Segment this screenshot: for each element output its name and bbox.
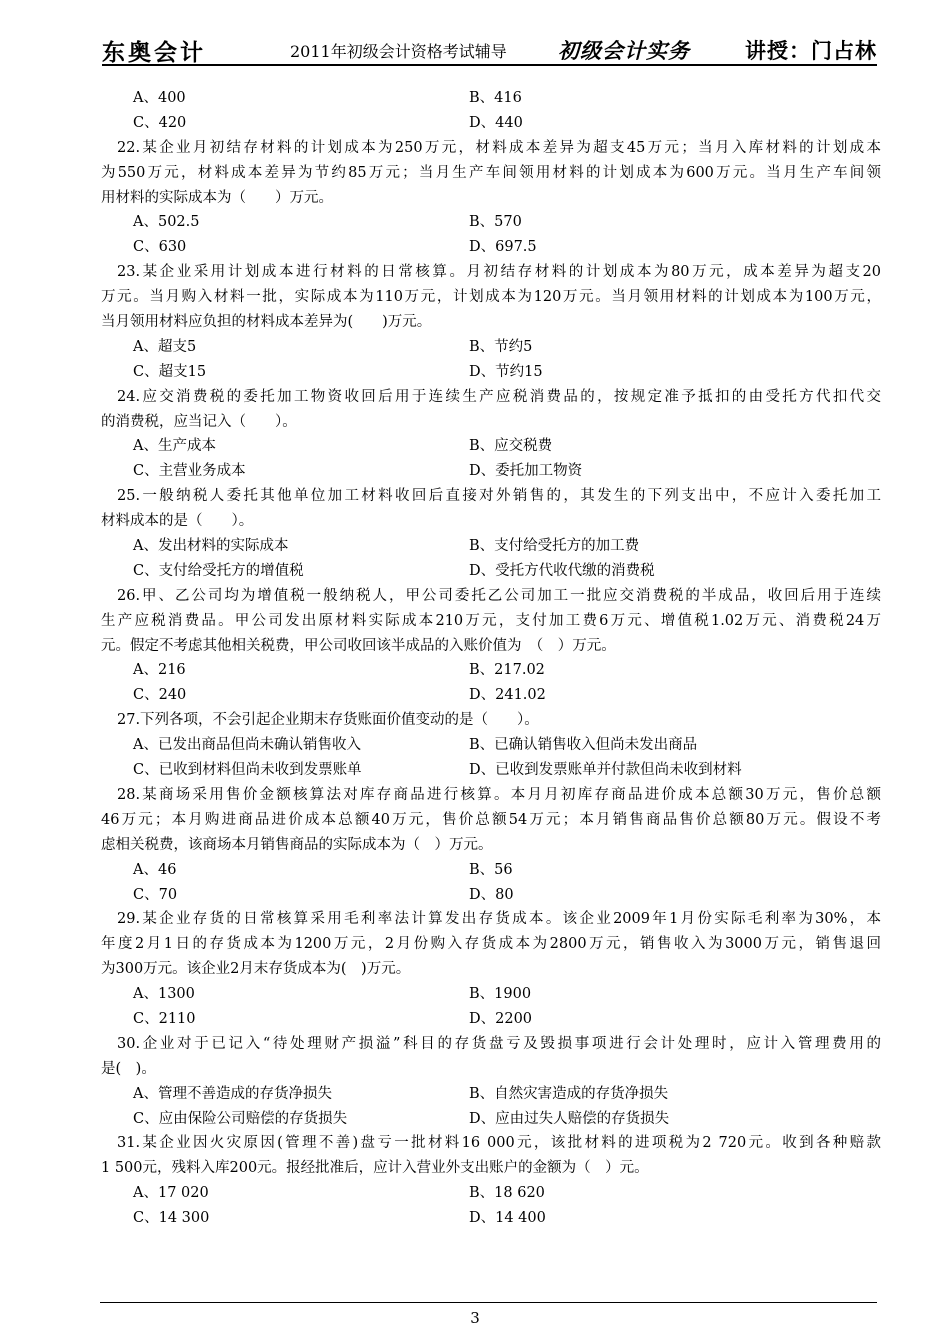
option-right: D、受托方代收代缴的消费税 [469,562,655,579]
option-right: B、支付给受托方的加工费 [469,538,640,555]
option-row [101,534,881,559]
option-left: C、240 [133,687,187,704]
option-right: D、应由过失人赔偿的存货损失 [469,1110,670,1127]
option-row [101,658,881,683]
option-left: A、46 [133,861,177,878]
option-left: C、70 [133,886,178,903]
option-row [101,1181,881,1206]
option-left: C、主营业务成本 [133,463,246,480]
option-row [101,235,881,260]
option-row [101,1007,881,1032]
option-row [101,360,881,385]
question-stem-line: 年度2月1日的存货成本为1200万元，2月份购入存货成本为2800万元，销售收入为3000万元，销售退回 [101,936,881,953]
question-stem-line: 29.某企业存货的日常核算采用毛利率法计算发出存货成本。该企业2009年1月份实际毛利率为30%，本 [117,911,881,928]
option-right: B、570 [469,214,522,231]
option-row [101,683,881,708]
question-stem-line: 30.企业对于已记入“待处理财产损溢”科目的存货盘亏及毁损事项进行会计处理时，应计入管理费用的 [117,1035,881,1052]
question-block [101,385,881,485]
question-block [101,86,881,136]
option-row [101,111,881,136]
question-stem-line: 22.某企业月初结存材料的计划成本为250万元，材料成本差异为超支45万元；当月入库材料的计划成本 [117,139,881,156]
question-stem-line: 28.某商场采用售价金额核算法对库存商品进行核算。本月月初库存商品进价成本总额30万元，售价总额 [117,786,881,803]
option-left: C、支付给受托方的增值税 [133,562,304,579]
option-left: C、已收到材料但尚未收到发票账单 [133,762,362,779]
question-block [101,708,881,783]
option-left: A、1300 [133,986,195,1003]
question-stem-line: 25.一般纳税人委托其他单位加工材料收回后直接对外销售的，其发生的下列支出中，不应计入委托加工 [117,488,881,505]
option-right: D、已收到发票账单并付款但尚未收到材料 [469,762,742,779]
option-row [101,982,881,1007]
question-stem-line: 27.下列各项，不会引起企业期末存货账面价值变动的是（ ）。 [117,712,539,729]
question-stem-line: 虑相关税费，该商场本月销售商品的实际成本为（ ）万元。 [101,836,493,853]
option-row [101,858,881,883]
question-stem-line: 1 500元，残料入库200元。报经批准后，应计入营业外支出账户的金额为（ ）元。 [101,1160,649,1177]
question-block [101,584,881,708]
option-left: A、已发出商品但尚未确认销售收入 [133,737,361,754]
brand-name: 东奥会计 [102,39,206,66]
option-right: D、2200 [469,1010,533,1027]
option-left: C、630 [133,239,187,256]
option-left: A、17 020 [133,1185,209,1202]
question-stem-line: 当月领用材料应负担的材料成本差异为( )万元。 [101,314,432,331]
question-list [101,86,881,1231]
option-left: A、管理不善造成的存货净损失 [133,1085,332,1102]
question-stem-line: 元。假定不考虑其他相关税费，甲公司收回该半成品的入账价值为 （ ）万元。 [101,637,616,654]
question-block [101,484,881,584]
option-left: C、2110 [133,1010,196,1027]
option-right: D、80 [469,886,514,903]
option-left: C、420 [133,114,187,131]
option-left: A、生产成本 [133,438,216,455]
option-right: D、241.02 [469,687,546,704]
option-right: D、14 400 [469,1210,546,1227]
question-block [101,1032,881,1132]
header-title: 2011年初级会计资格考试辅导 [290,42,507,61]
question-block [101,260,881,384]
question-stem-line: 23.某企业采用计划成本进行材料的日常核算。月初结存材料的计划成本为80万元，成本差异为超支20 [117,264,881,281]
page-number: 3 [470,1309,480,1327]
option-row [101,559,881,584]
option-row [101,434,881,459]
option-left: A、502.5 [133,214,200,231]
option-row [101,1206,881,1231]
option-left: A、超支5 [133,338,197,355]
option-right: B、1900 [469,986,532,1003]
option-left: C、超支15 [133,363,207,380]
option-right: B、416 [469,90,522,106]
option-right: B、已确认销售收入但尚未发出商品 [469,737,698,754]
option-right: B、自然灾害造成的存货净损失 [469,1085,669,1102]
option-row [101,733,881,758]
option-right: D、697.5 [469,239,537,256]
option-row [101,210,881,235]
option-right: B、18 620 [469,1185,545,1202]
question-stem-line: 31.某企业因火灾原因(管理不善)盘亏一批材料16 000元，该批材料的进项税为2 720元。收到各种赔款 [117,1135,881,1152]
question-block [101,783,881,907]
question-block [101,907,881,1031]
page-header [102,30,877,66]
question-block [101,136,881,260]
header-subject: 初级会计实务 [558,38,690,63]
question-stem-line: 46万元；本月购进商品进价成本总额40万元，售价总额54万元；本月销售商品售价总额80万元。假设不考 [101,811,881,828]
question-stem-line: 万元。当月购入材料一批，实际成本为110万元，计划成本为120万元。当月领用材料的计划成本为100万元， [101,289,881,306]
option-row [101,86,881,111]
footer-rule [100,1302,877,1303]
option-left: A、发出材料的实际成本 [133,538,289,555]
question-stem-line: 26.甲、乙公司均为增值税一般纳税人，甲公司委托乙公司加工一批应交消费税的半成品，收回后用于连续 [117,587,881,604]
option-right: B、56 [469,861,513,878]
question-stem-line: 生产应税消费品。甲公司发出原材料实际成本210万元，支付加工费6万元、增值税1.02万元、消费税24万 [101,612,881,629]
option-left: C、14 300 [133,1210,210,1227]
question-stem-line: 用材料的实际成本为（ ）万元。 [101,189,333,206]
option-right: D、委托加工物资 [469,463,583,480]
option-row [101,459,881,484]
question-block [101,1131,881,1231]
option-left: A、400 [133,90,186,106]
option-left: A、216 [133,662,186,679]
question-stem-line: 材料成本的是（ ）。 [101,513,254,530]
option-row [101,1082,881,1107]
option-right: B、节约5 [469,338,533,355]
option-right: B、217.02 [469,662,545,679]
question-stem-line: 为550万元，材料成本差异为节约85万元；当月生产车间领用材料的计划成本为600万元。当月生产车间领 [101,164,881,181]
question-stem-line: 为300万元。该企业2月末存货成本为( )万元。 [101,961,411,978]
option-row [101,335,881,360]
option-row [101,1107,881,1132]
option-row [101,758,881,783]
option-row [101,883,881,908]
option-left: C、应由保险公司赔偿的存货损失 [133,1110,348,1127]
option-right: D、440 [469,114,523,131]
question-stem-line: 的消费税，应当记入（ ）。 [101,413,297,430]
question-stem-line: 是( )。 [101,1060,156,1077]
question-stem-line: 24.应交消费税的委托加工物资收回后用于连续生产应税消费品的，按规定准予抵扣的由受托方代扣代交 [117,388,881,405]
header-lecturer: 讲授：门占林 [745,38,877,63]
option-right: D、节约15 [469,363,543,380]
option-right: B、应交税费 [469,438,553,455]
